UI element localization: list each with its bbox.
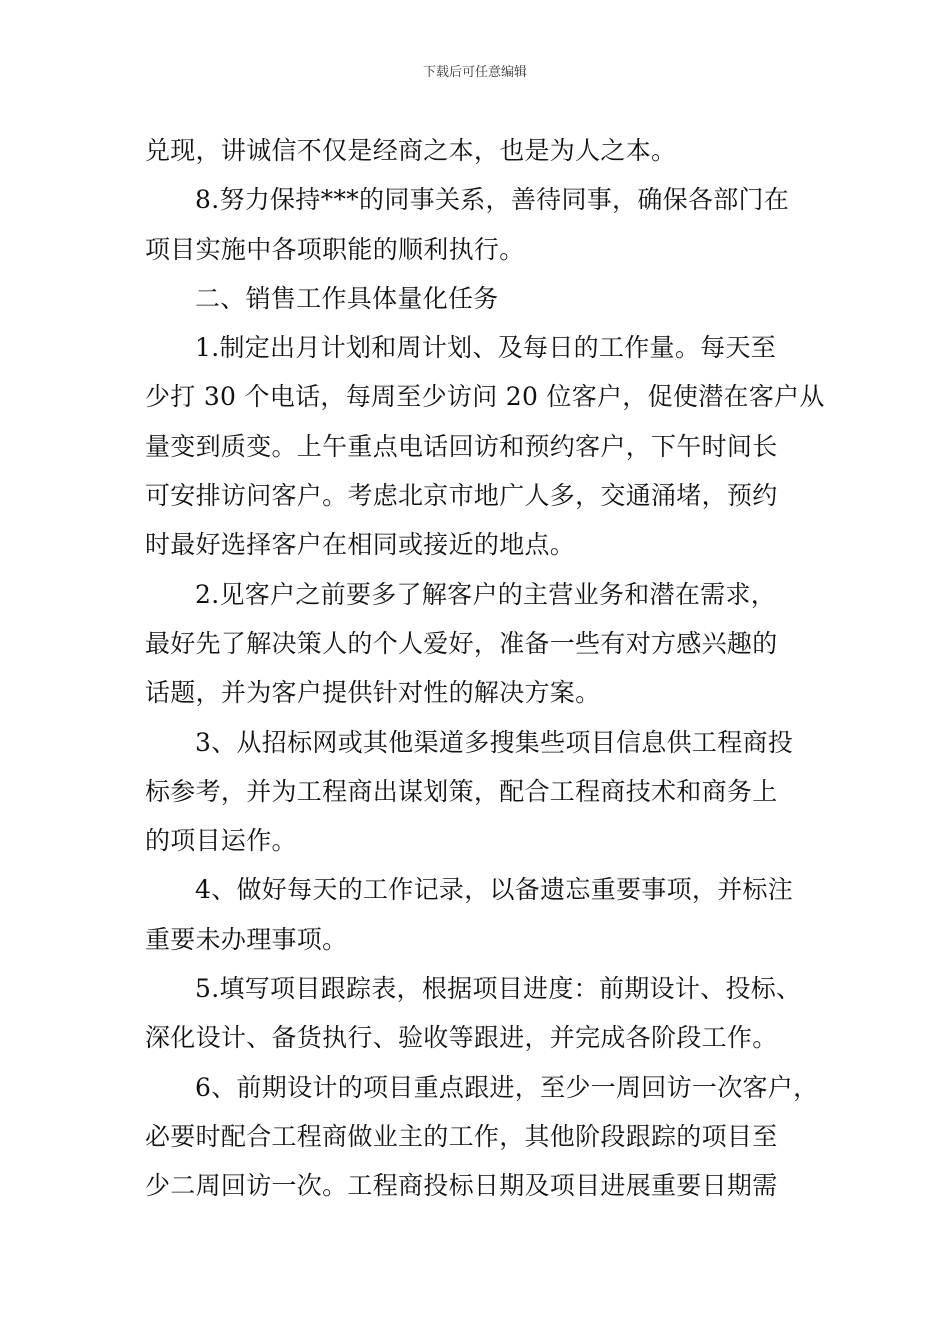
section-heading (145, 274, 810, 323)
document-body (145, 126, 825, 1211)
text-line: 话题，并为客户提供针对性的解决方案。 (145, 678, 601, 708)
text-line: 最好先了解决策人的个人爱好，准备一些有对方感兴趣的 (145, 628, 778, 658)
text-line: 1.制定出月计划和周计划、及每日的工作量。每天至 (195, 333, 777, 363)
text-line: 时最好选择客户在相同或接近的地点。 (145, 530, 576, 560)
text-line: 必要时配合工程商做业主的工作，其他阶段跟踪的项目至 (145, 1121, 778, 1151)
paragraph (145, 1063, 819, 1211)
paragraph (145, 718, 810, 866)
text-line: 少二周回访一次。工程商投标日期及项目进展重要日期需 (145, 1171, 778, 1201)
paragraph (145, 323, 825, 569)
text-line: 标参考，并为工程商出谋划策，配合工程商技术和商务上 (145, 776, 778, 806)
paragraph (145, 175, 810, 274)
text-line: 少打 30 个电话，每周至少访问 20 位客户，促使潜在客户从 (145, 382, 825, 412)
paragraph (145, 570, 810, 718)
text-line: 8.努力保持***的同事关系，善待同事，确保各部门在 (195, 185, 790, 215)
text-line: 项目实施中各项职能的顺利执行。 (145, 234, 525, 264)
text-line: 4、做好每天的工作记录，以备遗忘重要事项，并标注 (195, 875, 794, 905)
text-line: 6、前期设计的项目重点跟进，至少一周回访一次客户， (195, 1072, 819, 1102)
text-line: 3、从招标网或其他渠道多搜集些项目信息供工程商投 (195, 727, 794, 757)
text-line: 重要未办理事项。 (145, 924, 348, 954)
paragraph (145, 126, 810, 175)
text-line: 5.填写项目跟踪表，根据项目进度：前期设计、投标、 (195, 974, 802, 1004)
text-line: 深化设计、备货执行、验收等跟进，并完成各阶段工作。 (145, 1023, 778, 1053)
text-line: 量变到质变。上午重点电话回访和预约客户，下午时间长 (145, 431, 778, 461)
text-line: 兑现，讲诚信不仅是经商之本，也是为人之本。 (145, 136, 677, 165)
page-header-note: 下载后可任意编辑 (422, 65, 527, 80)
text-line: 2.见客户之前要多了解客户的主营业务和潜在需求， (195, 579, 777, 609)
text-line: 的项目运作。 (145, 826, 297, 856)
paragraph (145, 865, 810, 964)
paragraph (145, 964, 810, 1063)
text-line: 二、销售工作具体量化任务 (195, 283, 499, 313)
text-line: 可安排访问客户。考虑北京市地广人多，交通涌堵，预约 (145, 481, 778, 511)
